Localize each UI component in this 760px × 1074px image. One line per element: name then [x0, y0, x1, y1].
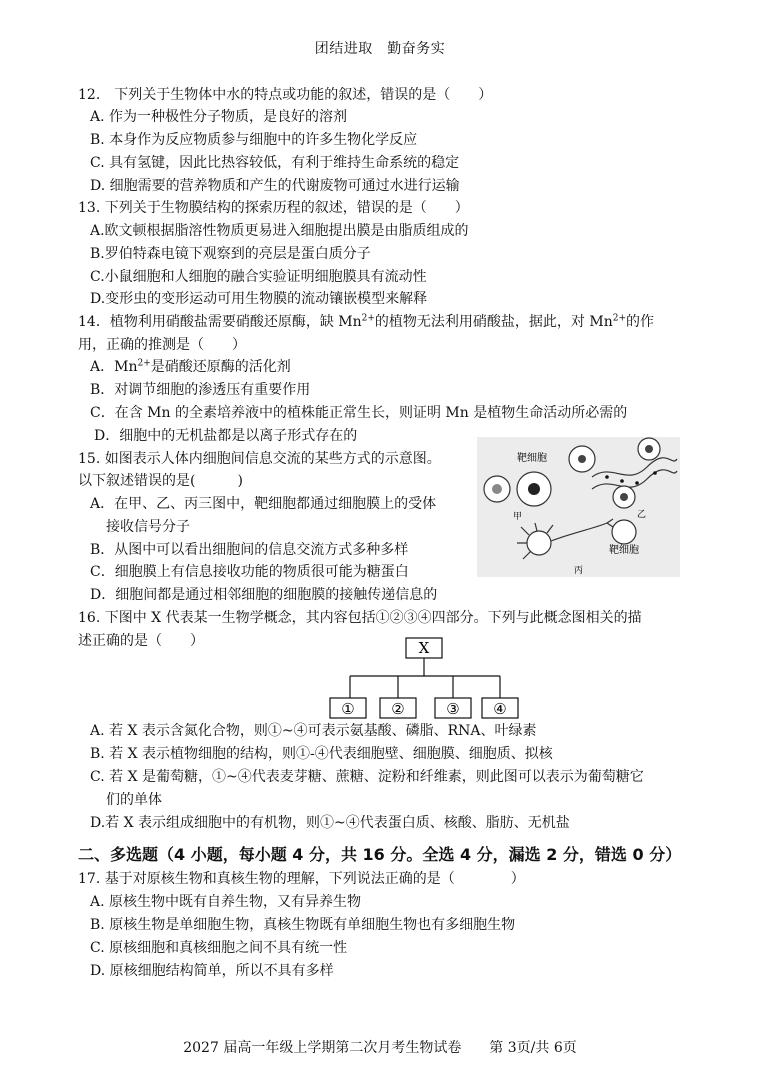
q16-option-c: C. 若 X 是葡萄糖，①~④代表麦芽糖、蔗糖、淀粉和纤维素，则此图可以表示为葡萄糖它 — [90, 769, 644, 785]
q14-stem — [78, 313, 654, 331]
neuron-target-cell — [612, 520, 636, 544]
q16-stem: 16. 下图中 X 代表某一生物学概念，其内容包括①②③④四部分。下列与此概念图相关的描 — [78, 610, 642, 626]
q12-option-d: D. 细胞需要的营养物质和产生的代谢废物可通过水进行运输 — [90, 178, 460, 194]
q14-stem-part1: 14．植物利用硝酸盐需要硝酸还原酶，缺 Mn — [78, 314, 362, 330]
q15-option-a: A．在甲、乙、丙三图中，靶细胞都通过细胞膜上的受体 — [90, 496, 437, 512]
q14-option-a-part1: A．Mn — [90, 359, 138, 375]
concept-part-1: ① — [341, 700, 355, 718]
q15-option-c: C．细胞膜上有信息接收功能的物质很可能为糖蛋白 — [90, 564, 409, 580]
section-title-multiple-choice: 二、多选题（4 小题，每小题 4 分，共 16 分。全选 4 分，漏选 2 分，错选 0 分） — [78, 845, 682, 864]
concept-root-label: X — [418, 639, 430, 657]
q17-option-c: C. 原核细胞和真核细胞之间不具有统一性 — [90, 940, 348, 956]
q15-stem-line2: 以下叙述错误的是( ) — [78, 473, 243, 489]
q14-option-a-part2: 是硝酸还原酶的活化剂 — [150, 359, 291, 375]
concept-part-2: ② — [391, 700, 405, 718]
cell-signaling-figure — [477, 437, 680, 577]
label-yi: 乙 — [637, 510, 647, 520]
q13-stem: 13. 下列关于生物膜结构的探索历程的叙述，错误的是（ ） — [78, 200, 469, 216]
q17-option-a: A. 原核生物中既有自养生物，又有异养生物 — [90, 894, 362, 910]
q12-option-c: C. 具有氢键，因此比热容较低，有利于维持生命系统的稳定 — [90, 155, 460, 171]
q13-option-b: B.罗伯特森电镜下观察到的亮层是蛋白质分子 — [90, 246, 371, 262]
q15-option-a-line2: 接收信号分子 — [106, 519, 190, 535]
label-bing: 丙 — [574, 566, 584, 576]
label-jia: 甲 — [513, 512, 523, 522]
q14-option-d: D．细胞中的无机盐都是以离子形式存在的 — [94, 428, 358, 444]
q14-option-b: B．对调节细胞的渗透压有重要作用 — [90, 382, 311, 398]
q14-stem-superscript-2: 2+ — [612, 313, 626, 324]
q14-stem-line2: 用，正确的推测是（ ） — [78, 337, 246, 353]
q12-option-b: B. 本身作为反应物质参与细胞中的许多生物化学反应 — [90, 132, 418, 148]
q14-option-a — [90, 358, 291, 376]
q13-option-d: D.变形虫的变形运动可用生物膜的流动镶嵌模型来解释 — [90, 291, 428, 307]
q16-stem-line2: 述正确的是（ ） — [78, 633, 204, 649]
q12-stem: 12. 下列关于生物体中水的特点或功能的叙述，错误的是（ ） — [78, 87, 493, 103]
q16-option-a: A. 若 X 表示含氮化合物，则①~④可表示氨基酸、磷脂、RNA、叶绿素 — [90, 723, 537, 739]
q16-option-b: B. 若 X 表示植物细胞的结构，则①-④代表细胞壁、细胞膜、细胞质、拟核 — [90, 746, 553, 762]
q17-stem: 17. 基于对原核生物和真核生物的理解，下列说法正确的是（ ） — [78, 871, 525, 887]
q13-option-a: A.欧文顿根据脂溶性物质更易进入细胞提出膜是由脂质组成的 — [90, 223, 469, 239]
label-target-cell-2: 靶细胞 — [609, 545, 639, 556]
q17-option-b: B. 原核生物是单细胞生物，真核生物既有单细胞生物也有多细胞生物 — [90, 917, 516, 933]
q14-option-c: C．在含 Mn 的全素培养液中的植株能正常生长，则证明 Mn 是植物生命活动所必需的 — [90, 405, 628, 421]
q12-option-a: A. 作为一种极性分子物质，是良好的溶剂 — [90, 109, 348, 125]
q13-option-c: C.小鼠细胞和人细胞的融合实验证明细胞膜具有流动性 — [90, 269, 427, 285]
concept-part-3: ③ — [446, 700, 460, 718]
target-cell-nucleus — [528, 483, 540, 495]
concept-part-4: ④ — [493, 700, 507, 718]
q14-stem-part2: 的植物无法利用硝酸盐，据此，对 Mn — [374, 314, 613, 330]
q14-stem-part3: 的作 — [626, 314, 654, 330]
q16-option-d: D.若 X 表示组成细胞中的有机物，则①~④代表蛋白质、核酸、脂肪、无机盐 — [90, 815, 570, 831]
signal-cell-nucleus — [492, 484, 502, 494]
q15-option-d: D．细胞间都是通过相邻细胞的细胞膜的接触传递信息的 — [90, 587, 438, 603]
q15-stem: 15. 如图表示人体内细胞间信息交流的某些方式的示意图。 — [78, 451, 441, 467]
label-target-cell: 靶细胞 — [517, 453, 547, 464]
concept-diagram — [320, 636, 530, 722]
q14-stem-superscript-1: 2+ — [361, 313, 375, 324]
page-footer: 2027 届高一年级上学期第二次月考生物试卷 第 3页/共 6页 — [183, 1040, 577, 1056]
page-header: 团结进取 勤奋务实 — [314, 41, 446, 57]
q14-option-a-superscript: 2+ — [137, 358, 151, 369]
q15-option-b: B．从图中可以看出细胞间的信息交流方式多种多样 — [90, 542, 409, 558]
q16-option-c-line2: 们的单体 — [106, 792, 162, 808]
q17-option-d: D. 原核细胞结构简单，所以不具有多样 — [90, 963, 334, 979]
